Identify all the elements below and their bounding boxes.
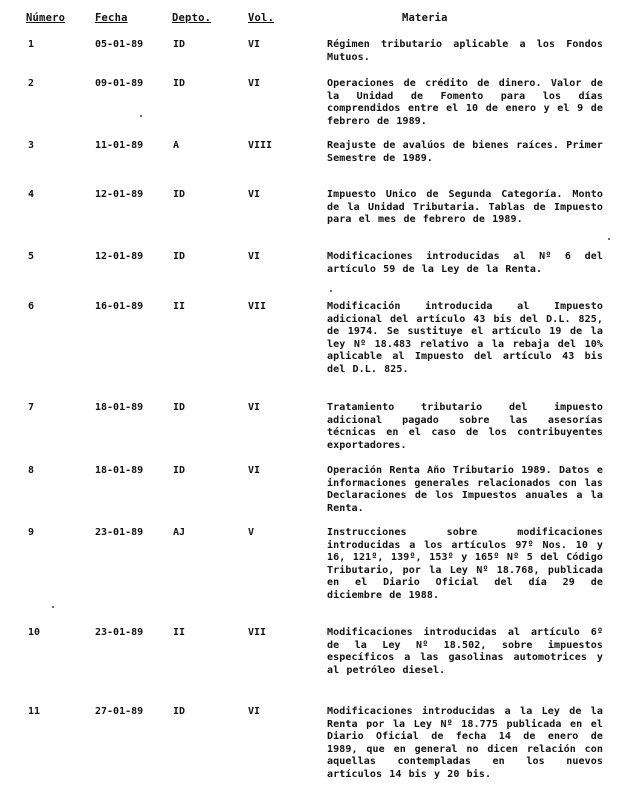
row-fecha: 09-01-89 xyxy=(95,78,144,89)
row-depto: ID xyxy=(173,465,186,476)
row-fecha: 23-01-89 xyxy=(95,627,144,638)
row-depto: ID xyxy=(173,189,186,200)
row-materia: Instrucciones sobre modificaciones introducidas a los artículos 97º Nos. 10 y 16, 121º, 139º, 153º y 165º Nº 5 del Código Tributario, por la Ley Nº 18.768, publicada en el Diario Oficial del día 29 de diciembre de 1988. xyxy=(327,527,603,601)
row-numero: 9 xyxy=(28,527,35,538)
row-numero: 1 xyxy=(28,39,35,50)
row-numero: 7 xyxy=(28,402,35,413)
table-header xyxy=(0,12,630,30)
row-materia: Régimen tributario aplicable a los Fondos Mutuos. xyxy=(327,39,603,63)
header-materia: Materia xyxy=(402,12,448,24)
row-numero: 5 xyxy=(28,251,35,262)
row-numero: 2 xyxy=(28,78,35,89)
row-numero: 10 xyxy=(28,627,41,638)
row-materia: Operaciones de crédito de dinero. Valor de la Unidad de Fomento para los días comprendidos entre el 10 de enero y el 9 de febrero de 1989. xyxy=(327,78,603,127)
header-fecha: Fecha xyxy=(95,12,128,24)
row-materia: Reajuste de avalúos de bienes raíces. Primer Semestre de 1989. xyxy=(327,140,603,164)
row-numero: 11 xyxy=(28,706,41,717)
row-vol: VII xyxy=(248,627,267,638)
scan-speck xyxy=(608,238,610,240)
row-vol: V xyxy=(248,527,255,538)
row-vol: VII xyxy=(248,301,267,312)
row-numero: 8 xyxy=(28,465,35,476)
row-vol: VI xyxy=(248,189,261,200)
row-materia: Modificaciones introducidas a la Ley de la Renta por la Ley Nº 18.775 publicada en el Diario Oficial de fecha 14 de enero de 1989, que en general no dicen relación con aquellas contempladas en los nuevos artículos 14 bis y 20 bis. xyxy=(327,706,603,780)
scan-speck xyxy=(330,290,332,292)
row-depto: ID xyxy=(173,39,186,50)
row-numero: 3 xyxy=(28,140,35,151)
row-depto: ID xyxy=(173,251,186,262)
row-depto: A xyxy=(173,140,180,151)
row-depto: ID xyxy=(173,402,186,413)
row-vol: VI xyxy=(248,251,261,262)
scan-speck xyxy=(140,115,142,117)
row-materia: Modificaciones introducidas al Nº 6 del artículo 59 de la Ley de la Renta. xyxy=(327,251,603,275)
row-vol: VI xyxy=(248,39,261,50)
header-numero: Número xyxy=(26,12,66,24)
row-depto: II xyxy=(173,301,186,312)
row-fecha: 12-01-89 xyxy=(95,189,144,200)
row-vol: VI xyxy=(248,402,261,413)
row-numero: 4 xyxy=(28,189,35,200)
row-fecha: 16-01-89 xyxy=(95,301,144,312)
row-materia: Operación Renta Año Tributario 1989. Datos e informaciones generales relacionados con las Declaraciones de los Impuestos anuales a la Renta. xyxy=(327,465,603,514)
row-depto: II xyxy=(173,627,186,638)
row-materia: Modificación introducida al Impuesto adicional del artículo 43 bis del D.L. 825, de 1974. Se sustituye el artículo 19 de la ley Nº 18.483 relativo a la rebaja del 10% aplicable al Impuesto del artículo 43 bis del D.L. 825. xyxy=(327,301,603,375)
row-fecha: 23-01-89 xyxy=(95,527,144,538)
row-materia: Impuesto Unico de Segunda Categoría. Monto de la Unidad Tributaria. Tablas de Impuesto para el mes de febrero de 1989. xyxy=(327,189,603,225)
row-fecha: 11-01-89 xyxy=(95,140,144,151)
row-vol: VI xyxy=(248,78,261,89)
row-fecha: 27-01-89 xyxy=(95,706,144,717)
row-vol: VI xyxy=(248,465,261,476)
header-vol: Vol. xyxy=(248,12,275,24)
row-vol: VIII xyxy=(248,140,273,151)
row-materia: Tratamiento tributario del impuesto adicional pagado sobre las asesorías técnicas en el caso de los contribuyentes exportadores. xyxy=(327,402,603,451)
row-fecha: 05-01-89 xyxy=(95,39,144,50)
row-depto: ID xyxy=(173,706,186,717)
row-numero: 6 xyxy=(28,301,35,312)
row-materia: Modificaciones introducidas al artículo 6º de la Ley Nº 18.502, sobre impuestos específicos a las gasolinas automotrices y al petróleo diesel. xyxy=(327,627,603,676)
row-fecha: 18-01-89 xyxy=(95,465,144,476)
row-fecha: 12-01-89 xyxy=(95,251,144,262)
header-depto: Depto. xyxy=(172,12,212,24)
row-fecha: 18-01-89 xyxy=(95,402,144,413)
row-depto: AJ xyxy=(173,527,186,538)
row-depto: ID xyxy=(173,78,186,89)
scan-speck xyxy=(52,606,54,608)
row-vol: VI xyxy=(248,706,261,717)
